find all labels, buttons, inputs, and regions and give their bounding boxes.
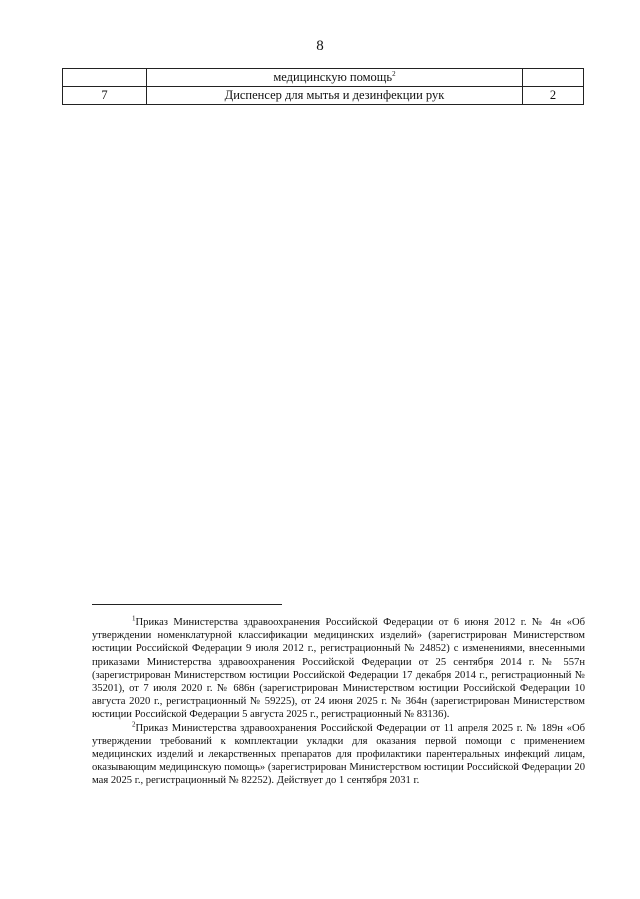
footnote-text: Приказ Министерства здравоохранения Российской Федерации от 6 июня 2012 г. № 4н «Об утверждении номенклатурной классификации медицинских изделий» (зарегистрирован Министерством юстиции Российской Федерации 9 июля 2012 г., регистрационный № 24852) с изменениями, внесенными приказами Министерства здравоохранения Российской Федерации от 25 сентября 2014 г. № 557н (зарегистрирован Министерством юстиции Российской Федерации 17 декабря 2014 г., регистрационный № 35201), от 7 июля 2020 г. № 686н (зарегистрирован Министерством юстиции Российской Федерации 10 августа 2020 г., регистрационный № 59225), от 24 июня 2025 г. № 364н (зарегистрирован Министерством юстиции Российской Федерации 5 августа 2025 г., регистрационный № 83136).: [92, 617, 585, 721]
footnote-2: [92, 722, 585, 788]
quantity-cell: [523, 69, 584, 87]
footnote-marker: 2: [132, 720, 136, 729]
item-name-cell: [147, 69, 523, 87]
footnotes: [92, 616, 585, 788]
row-number-cell: [63, 69, 147, 87]
item-name: Диспенсер для мытья и дезинфекции рук: [224, 88, 445, 102]
quantity-cell: 2: [523, 87, 584, 105]
table-row: [63, 69, 584, 87]
footnote-1: [92, 616, 585, 722]
equipment-table: [62, 68, 584, 105]
page-number: 8: [316, 38, 324, 54]
footnote-marker: 1: [132, 614, 136, 623]
table-row: [63, 87, 584, 105]
footnote-separator: [92, 604, 282, 605]
item-name-cell: [147, 87, 523, 105]
footnote-ref: 2: [392, 69, 396, 78]
row-number-cell: 7: [63, 87, 147, 105]
item-name: медицинскую помощь: [273, 70, 393, 84]
footnote-text: Приказ Министерства здравоохранения Российской Федерации от 11 апреля 2025 г. № 189н «Об утверждении требований к комплектации укладки для оказания первой помощи с применением медицинских изделий и лекарственных препаратов для профилактики парентеральных инфекций лицам, оказывающим медицинскую помощь» (зарегистрирован Министерством юстиции Российской Федерации 20 мая 2025 г., регистрационный № 82252). Действует до 1 сентября 2031 г.: [92, 722, 585, 787]
